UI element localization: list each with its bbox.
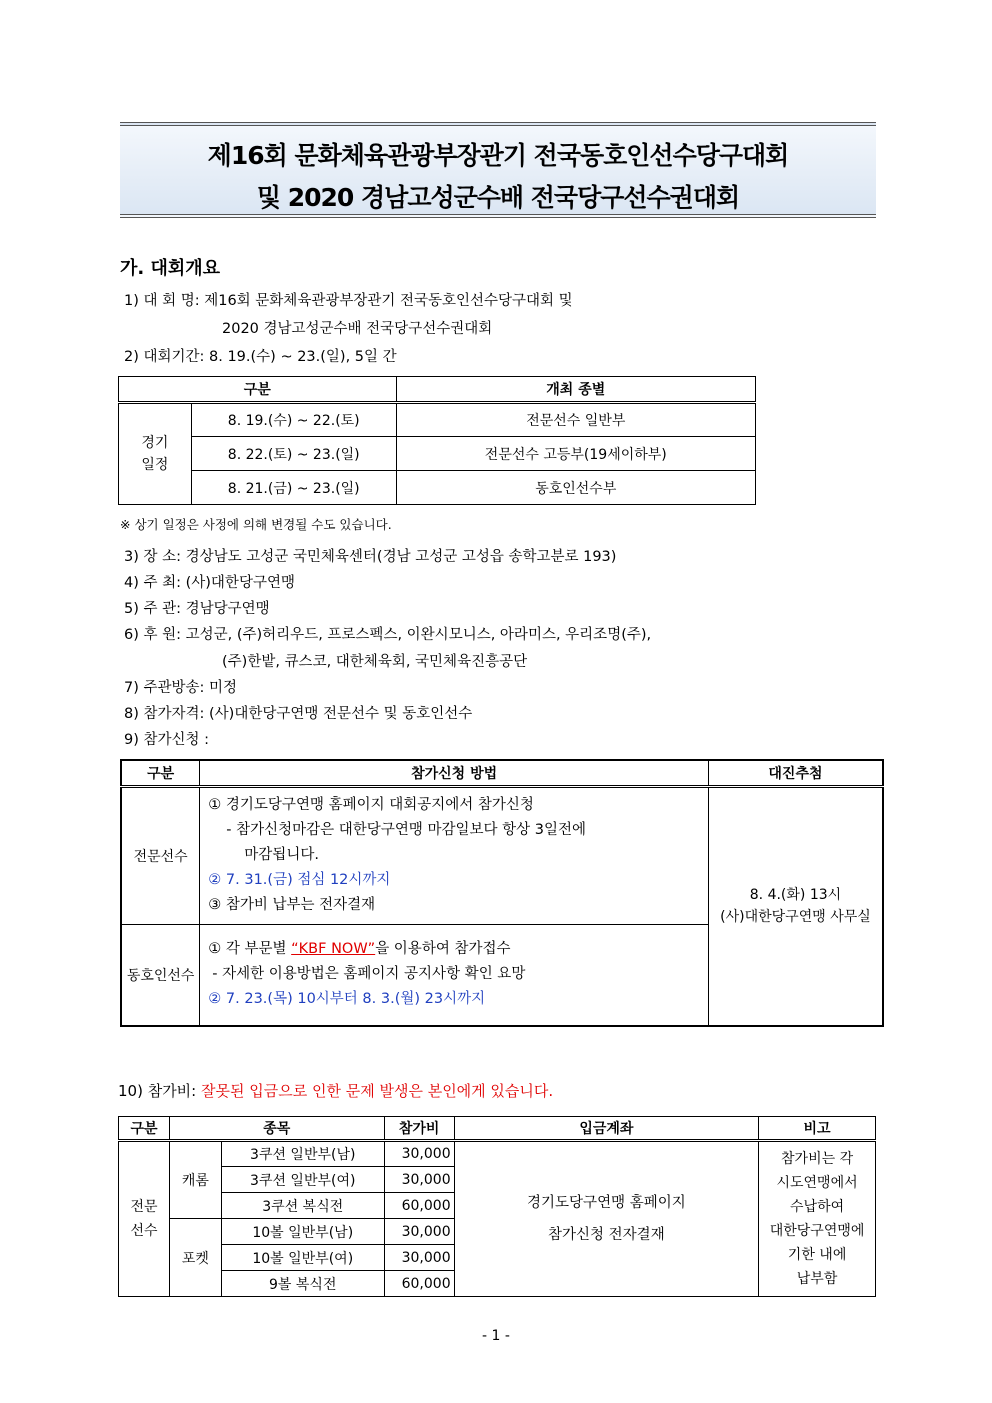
fee-header-remark: 비고 bbox=[759, 1117, 876, 1141]
amateur-method bbox=[200, 924, 709, 1026]
fee-event: 9볼 복식전 bbox=[221, 1271, 384, 1297]
remark-line: 기한 내에 bbox=[787, 1247, 847, 1263]
eligibility-line: 8) 참가자격: (사)대한당구연맹 전문선수 및 동호인선수 bbox=[124, 706, 473, 722]
fee-warning: 잘못된 입금으로 인한 문제 발생은 본인에게 있습니다. bbox=[201, 1082, 554, 1100]
draw-cell bbox=[708, 786, 883, 1026]
fee-header-group: 구분 bbox=[119, 1117, 170, 1141]
fee-event: 3쿠션 일반부(여) bbox=[221, 1167, 384, 1193]
title-line-1: 제16회 문화체육관광부장관기 전국동호인선수당구대회 bbox=[207, 141, 789, 170]
pro-payment: ③ 참가비 납부는 전자결재 bbox=[208, 897, 376, 913]
fee-amount: 30,000 bbox=[384, 1219, 454, 1245]
schedule-event: 동호인선수부 bbox=[396, 471, 755, 505]
application-header-method: 참가신청 방법 bbox=[200, 760, 709, 786]
amateur-method-1a: ① 각 부문별 bbox=[208, 941, 292, 958]
title-banner bbox=[120, 122, 876, 218]
fee-amount: 60,000 bbox=[384, 1271, 454, 1297]
application-header-group: 구분 bbox=[121, 760, 200, 786]
account-cell bbox=[454, 1141, 759, 1297]
remark-cell bbox=[759, 1141, 876, 1297]
remark-line: 시도연맹에서 bbox=[776, 1175, 858, 1191]
event-name-line: 1) 대 회 명: 제16회 문화체육관광부장관기 전국동호인선수당구대회 및 bbox=[124, 293, 573, 309]
remark-line: 수납하여 bbox=[790, 1199, 845, 1215]
schedule-header-event: 개최 종별 bbox=[396, 377, 755, 403]
amateur-label: 동호인선수 bbox=[121, 924, 200, 1026]
venue-line: 3) 장 소: 경상남도 고성군 국민체육센터(경남 고성군 고성읍 송학고분로 193) bbox=[124, 549, 617, 565]
sponsor-line-2: (주)한밭, 큐스코, 대한체육회, 국민체육진흥공단 bbox=[222, 654, 528, 670]
fee-title bbox=[118, 1080, 553, 1101]
remark-line: 참가비는 각 bbox=[781, 1151, 854, 1167]
fee-amount: 30,000 bbox=[384, 1167, 454, 1193]
pro-method-1: ① 경기도당구연맹 홈페이지 대회공지에서 참가신청 bbox=[208, 797, 534, 813]
fee-title-prefix: 10) 참가비: bbox=[118, 1082, 201, 1100]
application-line: 9) 참가신청 : bbox=[124, 732, 210, 748]
sponsor-line: 6) 후 원: 고성군, (주)허리우드, 프로스펙스, 이완시모니스, 아라미스, 우리조명(주), bbox=[124, 627, 652, 643]
amateur-method-2: - 자세한 이용방법은 홈페이지 공지사항 확인 요망 bbox=[212, 966, 526, 983]
schedule-date: 8. 19.(수) ~ 22.(토) bbox=[191, 403, 396, 437]
fee-amount: 30,000 bbox=[384, 1245, 454, 1271]
remark-line: 납부함 bbox=[796, 1271, 838, 1287]
title-line-2: 및 2020 경남고성군수배 전국당구선수권대회 bbox=[256, 183, 740, 212]
fee-amount: 30,000 bbox=[384, 1141, 454, 1167]
account-line-1: 경기도당구연맹 홈페이지 bbox=[527, 1195, 686, 1211]
pro-method-3: 마감됩니다. bbox=[244, 847, 319, 863]
draw-place: (사)대한당구연맹 사무실 bbox=[720, 909, 871, 926]
fee-event: 10볼 일반부(남) bbox=[221, 1219, 384, 1245]
application-table bbox=[120, 759, 884, 1027]
fee-event: 10볼 일반부(여) bbox=[221, 1245, 384, 1271]
section-heading: 가. 대회개요 bbox=[120, 258, 221, 279]
fee-table bbox=[118, 1116, 876, 1297]
application-header-draw: 대진추첨 bbox=[708, 760, 883, 786]
account-line-2: 참가신청 전자결재 bbox=[548, 1227, 665, 1243]
fee-header-event: 종목 bbox=[169, 1117, 384, 1141]
schedule-event: 전문선수 일반부 bbox=[396, 403, 755, 437]
amateur-method-1c: 을 이용하여 참가접수 bbox=[375, 941, 511, 958]
fee-header-account: 입금계좌 bbox=[454, 1117, 759, 1141]
fee-amount: 60,000 bbox=[384, 1193, 454, 1219]
pro-label: 전문선수 bbox=[121, 786, 200, 924]
fee-header-fee: 참가비 bbox=[384, 1117, 454, 1141]
schedule-date: 8. 21.(금) ~ 23.(일) bbox=[191, 471, 396, 505]
draw-date: 8. 4.(화) 13시 bbox=[749, 887, 842, 904]
pro-method-2: - 참가신청마감은 대한당구연맹 마감일보다 항상 3일전에 bbox=[226, 822, 586, 838]
page-number: - 1 - bbox=[482, 1328, 510, 1344]
remark-line: 대한당구연맹에 bbox=[769, 1223, 865, 1239]
schedule-group-label: 경기 일정 bbox=[119, 403, 192, 505]
kbf-now-link[interactable]: “KBF NOW” bbox=[291, 941, 376, 958]
schedule-date: 8. 22.(토) ~ 23.(일) bbox=[191, 437, 396, 471]
schedule-table bbox=[118, 376, 756, 505]
event-name-line-2: 2020 경남고성군수배 전국당구선수권대회 bbox=[222, 321, 493, 337]
host-line: 4) 주 최: (사)대한당구연맹 bbox=[124, 575, 295, 591]
pro-method bbox=[200, 786, 709, 924]
fee-event: 3쿠션 일반부(남) bbox=[221, 1141, 384, 1167]
schedule-event: 전문선수 고등부(19세이하부) bbox=[396, 437, 755, 471]
pro-deadline: ② 7. 31.(금) 점심 12시까지 bbox=[208, 872, 391, 888]
carom-label: 캐롬 bbox=[169, 1141, 221, 1219]
schedule-header-group: 구분 bbox=[119, 377, 397, 403]
amateur-method-1 bbox=[208, 937, 708, 962]
organizer-line: 5) 주 관: 경남당구연맹 bbox=[124, 601, 270, 617]
schedule-note: ※ 상기 일정은 사정에 의해 변경될 수도 있습니다. bbox=[120, 517, 392, 532]
event-period-line: 2) 대회기간: 8. 19.(수) ~ 23.(일), 5일 간 bbox=[124, 349, 397, 365]
amateur-deadline: ② 7. 23.(목) 10시부터 8. 3.(월) 23시까지 bbox=[208, 991, 486, 1008]
broadcast-line: 7) 주관방송: 미정 bbox=[124, 680, 238, 696]
fee-group-label: 전문 선수 bbox=[119, 1141, 170, 1297]
pocket-label: 포켓 bbox=[169, 1219, 221, 1297]
fee-event: 3쿠션 복식전 bbox=[221, 1193, 384, 1219]
